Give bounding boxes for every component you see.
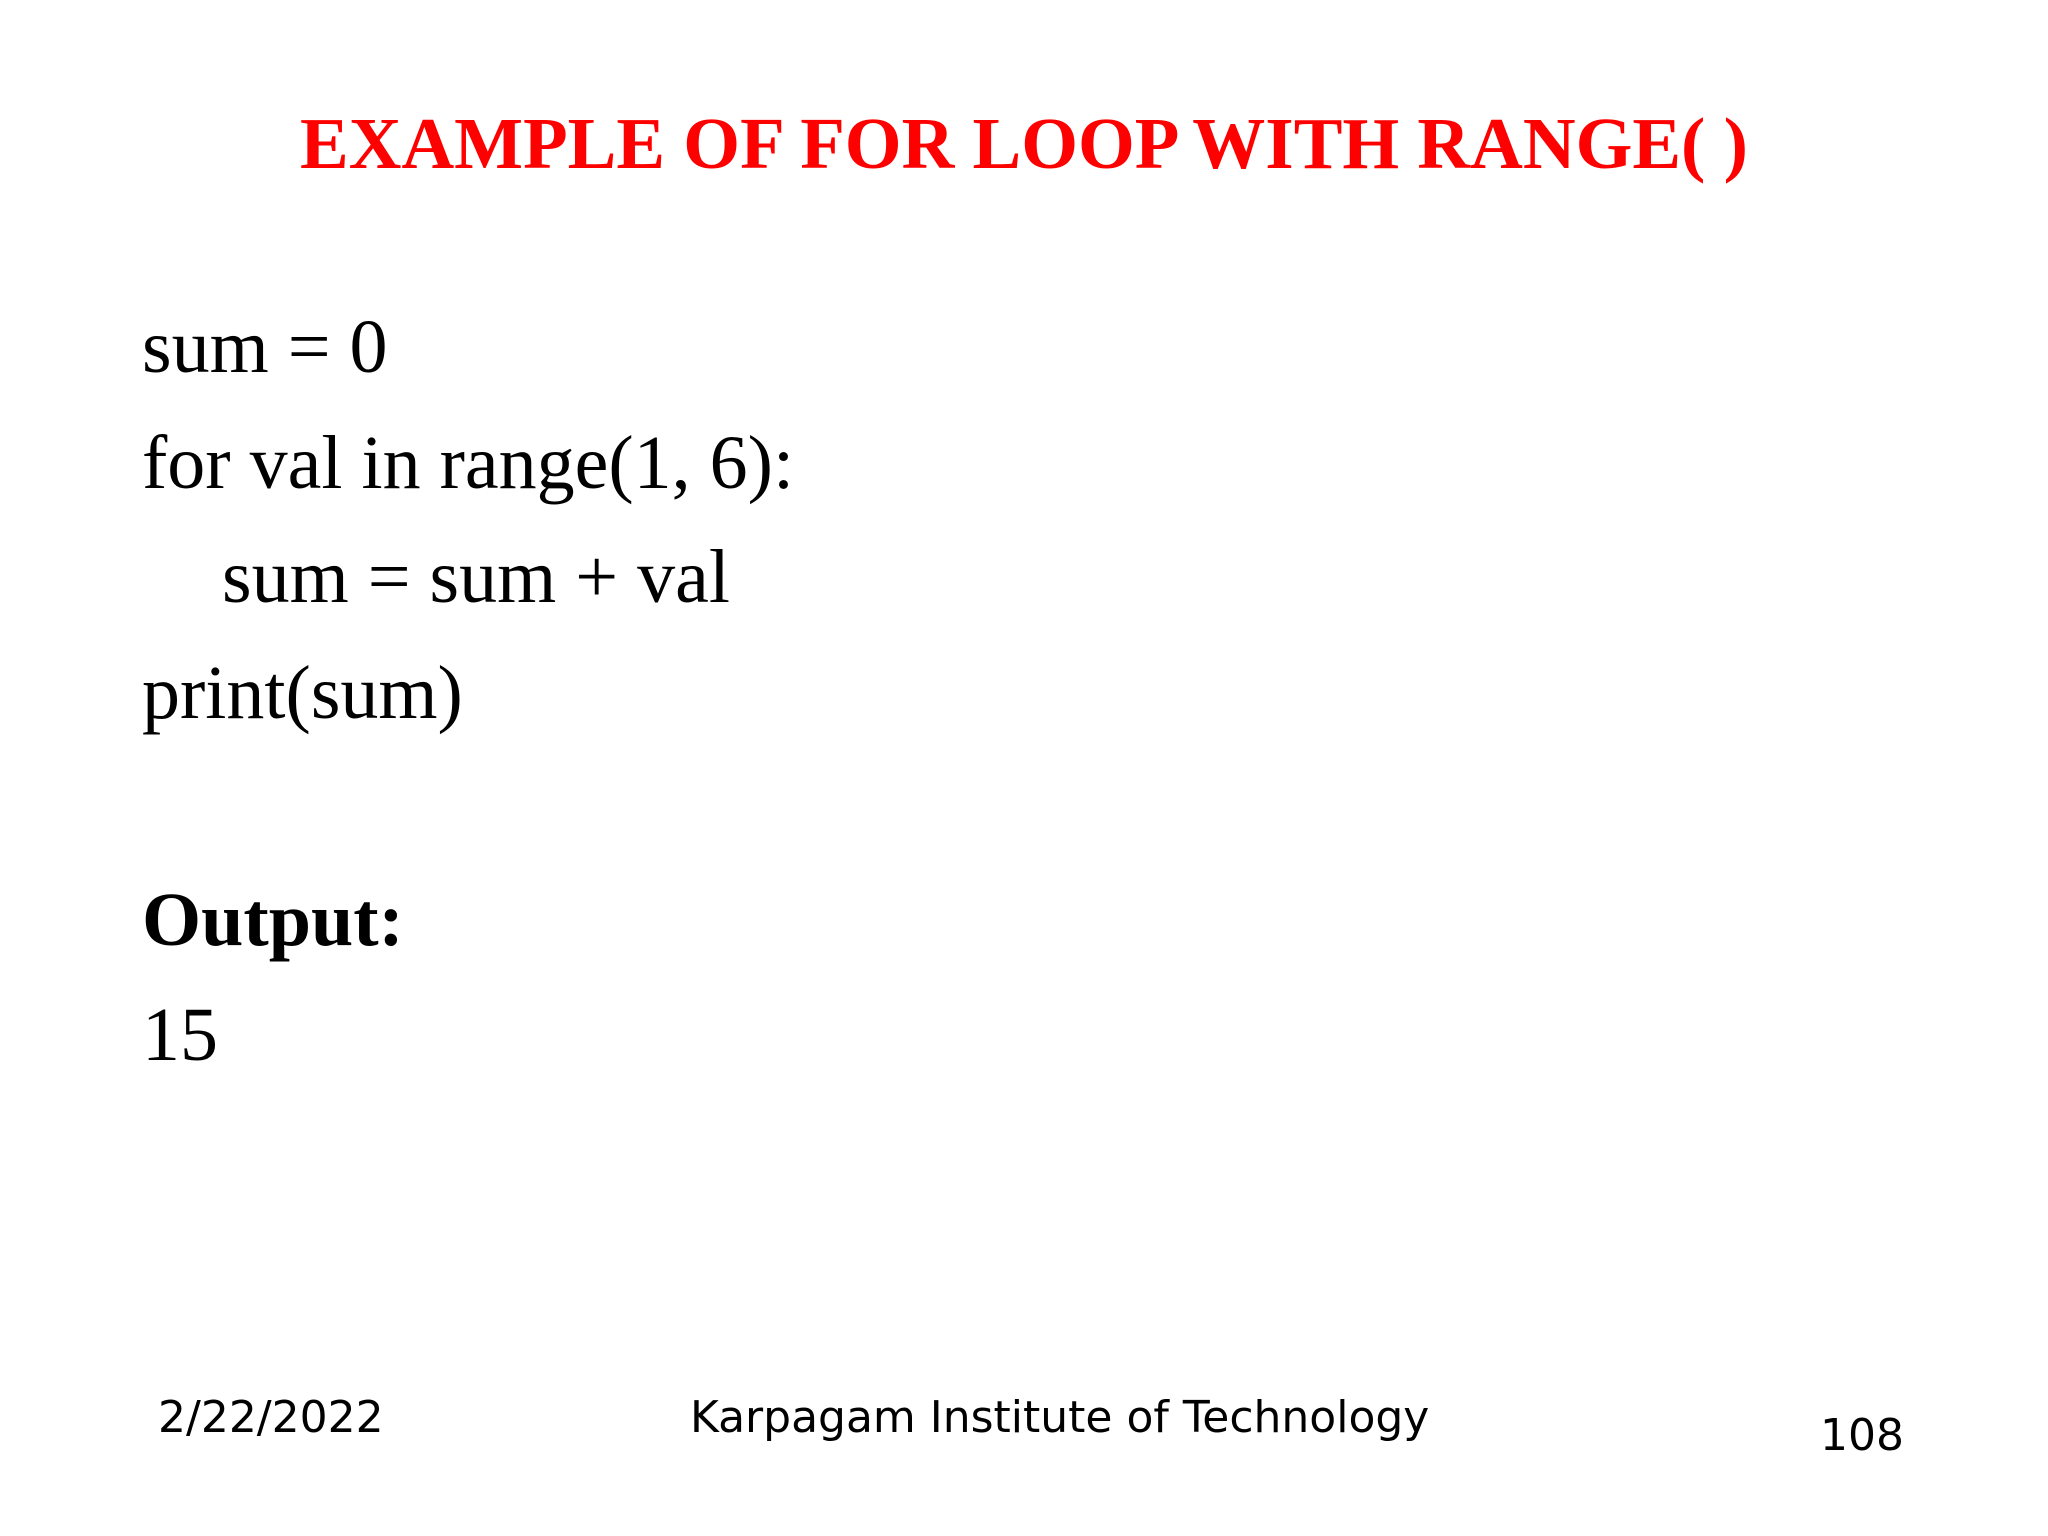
footer-organization: Karpagam Institute of Technology <box>690 1392 1430 1443</box>
output-label: Output: <box>142 878 404 962</box>
output-value: 15 <box>142 993 218 1077</box>
page-number: 108 <box>1820 1410 1904 1461</box>
code-line-3: sum = sum + val <box>222 535 730 619</box>
code-line-4: print(sum) <box>142 651 463 735</box>
footer-date: 2/22/2022 <box>158 1392 384 1443</box>
code-line-2: for val in range(1, 6): <box>142 421 795 505</box>
slide-title: EXAMPLE OF FOR LOOP WITH RANGE( ) <box>300 103 1748 184</box>
code-line-1: sum = 0 <box>142 305 388 389</box>
